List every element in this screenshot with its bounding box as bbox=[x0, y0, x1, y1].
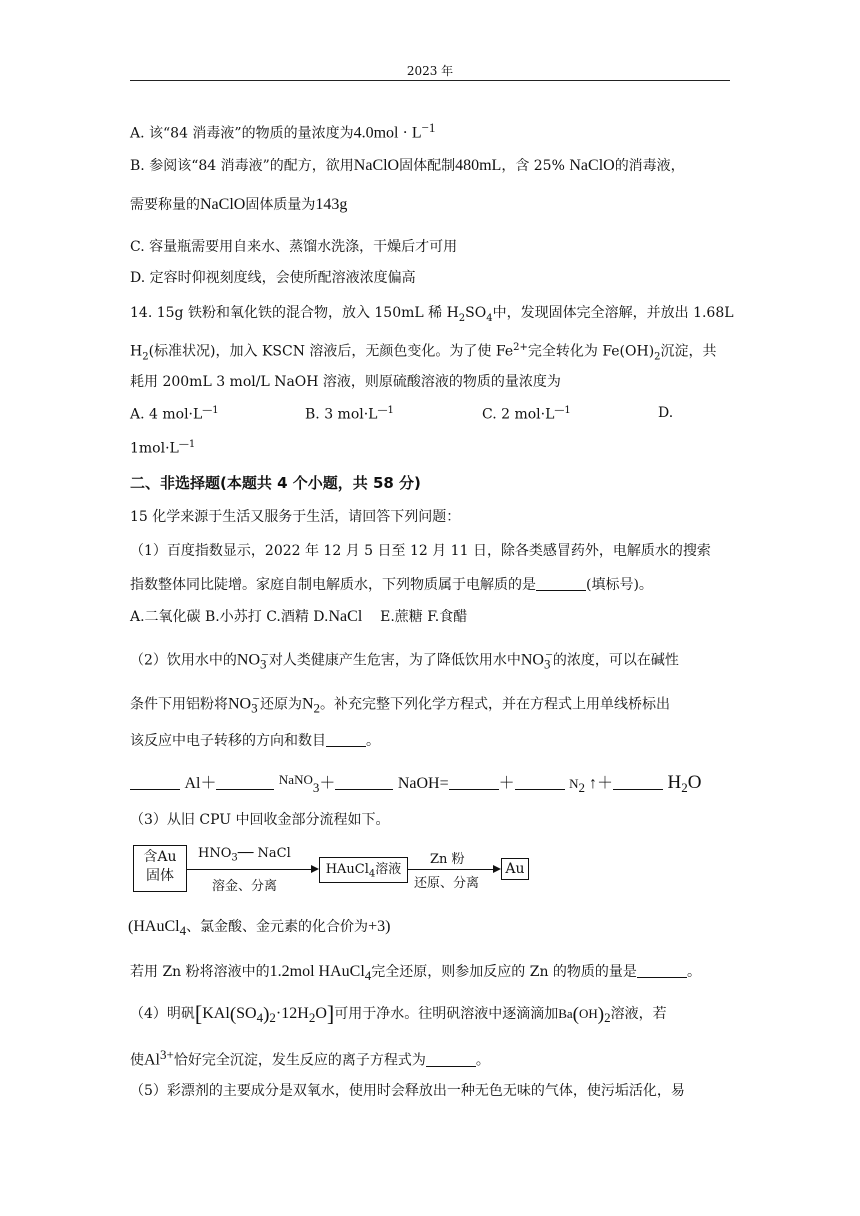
q13-option-b-text4: 的消毒液， bbox=[614, 158, 685, 174]
flow-reagent1-a: HNO bbox=[198, 846, 232, 861]
aluminium: Al bbox=[144, 1051, 160, 1069]
q14-option-a-text: A. 4 mol·L bbox=[130, 406, 203, 423]
page-header-year: 2023 年 bbox=[406, 64, 454, 78]
q15-p1-hint: (填标号)。 bbox=[586, 577, 653, 593]
q15-p5-line1: （5）彩漂剂的主要成分是双氧水，使用时会释放出一种无色无味的气体，使污垢活化，易 bbox=[130, 1083, 685, 1099]
answer-blank bbox=[326, 732, 366, 747]
q15-p2-line1 bbox=[130, 645, 679, 674]
q15-p4-text6: 。 bbox=[475, 1052, 490, 1069]
flow-reagent-1 bbox=[198, 846, 291, 864]
eq-nano3: NaNO bbox=[278, 772, 313, 787]
eq-h2o-o: O bbox=[687, 772, 702, 793]
q13-option-b-text5: 需要称量的 bbox=[130, 197, 200, 213]
q13-option-c: C. 容量瓶需要用自来水、蒸馏水洗涤，干燥后才可用 bbox=[130, 239, 458, 255]
q14-option-d-text: 1mol·L bbox=[130, 440, 179, 457]
q15-p3-question bbox=[130, 962, 701, 986]
q13-option-b-text6: 固体质量为 bbox=[245, 197, 316, 213]
note-paren-open: ( bbox=[128, 918, 134, 935]
q14-sub3: 2 bbox=[142, 351, 149, 363]
q14-option-c-sup: —1 bbox=[554, 405, 571, 416]
flow-step-1: 溶金、分离 bbox=[212, 879, 278, 894]
note-haucl4-sub: 4 bbox=[179, 922, 187, 938]
q13-naclo-3: NaClO bbox=[200, 196, 246, 213]
paren-open: ( bbox=[229, 1004, 237, 1025]
flow-reagent-2: Zn 粉 bbox=[430, 852, 465, 867]
q15-p3-intro: （3）从旧 CPU 中回收金部分流程如下。 bbox=[130, 812, 390, 828]
alum-water-o: O bbox=[315, 1005, 327, 1022]
q15-p3-amount: 1.2mol HAuCl bbox=[269, 963, 365, 980]
alum-sub2: 2 bbox=[269, 1009, 276, 1025]
coef-blank bbox=[130, 775, 180, 790]
q15-p3-note bbox=[128, 917, 390, 941]
note-haucl4: HAuCl bbox=[133, 918, 180, 935]
note-valence: +3 bbox=[368, 918, 386, 935]
flow-arrow-1 bbox=[187, 869, 311, 870]
nitrate-3: NO bbox=[228, 695, 252, 713]
q15-p2-line2 bbox=[130, 689, 670, 718]
q15-p3-text2: 完全还原，则参加反应的 Zn 的物质的量是 bbox=[371, 964, 637, 980]
q15-p2-text4: 条件下用铝粉将 bbox=[130, 696, 228, 713]
q14-option-d-value bbox=[130, 439, 195, 457]
q15-p2-text7: 该反应中电子转移的方向和数目 bbox=[130, 733, 326, 749]
q15-p4-line2 bbox=[130, 1045, 490, 1071]
q15-p3-amount-sub: 4 bbox=[364, 967, 372, 983]
q14-text6: 完全转化为 Fe(OH) bbox=[527, 343, 655, 360]
q13-option-a-text: A. 该“84 消毒液”的物质的量浓度为 bbox=[130, 125, 354, 142]
coef-blank bbox=[613, 775, 663, 790]
q13-option-b-line2 bbox=[130, 195, 347, 215]
nitrate-2-sub: 3 bbox=[543, 656, 551, 672]
eq-plus: ＋ bbox=[319, 775, 336, 792]
coef-blank bbox=[515, 775, 565, 790]
q14-option-b-text: B. 3 mol·L bbox=[305, 406, 378, 423]
nitrate: NO bbox=[236, 651, 261, 669]
flow-box-au: Au bbox=[501, 858, 529, 880]
q15-p2-line3 bbox=[130, 731, 380, 751]
q14-option-a bbox=[130, 405, 219, 423]
flow-arrowhead-1 bbox=[311, 865, 319, 873]
q15-p2-text3: 的浓度，可以在碱性 bbox=[552, 652, 679, 669]
nitrate-3-sup: − bbox=[252, 691, 260, 706]
flow-arrowhead-2 bbox=[493, 865, 501, 873]
q13-naclo: NaClO bbox=[353, 157, 400, 174]
q15-p4-text1: （4）明矾 bbox=[130, 1006, 195, 1022]
q14-option-b bbox=[305, 405, 394, 423]
q15-intro: 15 化学来源于生活又服务于生活，请回答下列问题： bbox=[130, 509, 461, 525]
q14-sub1: 2 bbox=[458, 312, 466, 324]
paren-close: ) bbox=[263, 1004, 270, 1025]
q13-option-a bbox=[130, 118, 435, 144]
hydroxide-sub: 2 bbox=[604, 1009, 611, 1025]
q14-line1 bbox=[130, 303, 734, 329]
q13-option-b-text3: ，含 25% bbox=[501, 158, 570, 174]
q13-option-a-value: 4.0mol · L bbox=[353, 124, 422, 142]
flow-step-2: 还原、分离 bbox=[414, 876, 480, 891]
eq-up-arrow: ↑＋ bbox=[588, 775, 613, 792]
coef-blank bbox=[335, 775, 393, 790]
q13-option-d: D. 定容时仰视刻度线，会使所配溶液浓度偏高 bbox=[130, 270, 416, 286]
eq-al: Al＋ bbox=[184, 775, 217, 792]
q14-option-c-text: C. 2 mol·L bbox=[482, 406, 555, 423]
nitrogen: N bbox=[301, 695, 314, 713]
q14-text3: 中，发现固体完全溶解，并放出 1.68L bbox=[492, 305, 734, 321]
nitrate-3-sub: 3 bbox=[251, 700, 258, 716]
q14-text1: 14. 15g 铁粉和氧化铁的混合物，放入 150mL 稀 H bbox=[130, 305, 459, 321]
flow-box-haucl4 bbox=[319, 857, 408, 883]
q15-p2-text8: 。 bbox=[366, 733, 380, 749]
q14-sup1: 2+ bbox=[513, 342, 528, 353]
q14-line2 bbox=[130, 338, 717, 367]
q13-option-b-text1: B. 参阅该“84 消毒液”的配方，欲用 bbox=[130, 158, 354, 174]
nitrogen-sub: 2 bbox=[313, 700, 321, 716]
eq-h2o: H bbox=[667, 772, 682, 793]
eq-n2: N bbox=[569, 776, 579, 791]
barium: Ba bbox=[558, 1006, 573, 1021]
q14-option-c bbox=[482, 405, 571, 423]
alum-water-sub: 2 bbox=[308, 1009, 316, 1025]
nitrate-sub: 3 bbox=[260, 656, 267, 672]
note-paren-close: ) bbox=[385, 918, 391, 935]
answer-blank bbox=[536, 576, 586, 591]
q13-volume: 480mL bbox=[455, 157, 502, 174]
q14-option-d: D. bbox=[658, 405, 674, 421]
flow-reagent1-b: ── NaCl bbox=[237, 846, 291, 861]
flow-reagent1-sub: 3 bbox=[231, 852, 238, 864]
bracket-close: ] bbox=[326, 1001, 335, 1026]
flow-box1-line1: 含Au bbox=[143, 849, 177, 865]
alum-water: ·12H bbox=[275, 1005, 309, 1022]
answer-blank bbox=[426, 1052, 476, 1067]
q14-sub2: 4 bbox=[486, 312, 493, 324]
q14-option-a-sup: —1 bbox=[202, 405, 219, 416]
eq-h2o-sub: 2 bbox=[681, 779, 688, 795]
q15-p1-line2 bbox=[130, 575, 653, 595]
nitrate-sup: − bbox=[261, 647, 269, 662]
eq-naoh: NaOH= bbox=[397, 775, 449, 792]
q15-p1-options bbox=[130, 607, 467, 627]
eq-n2-sub: 2 bbox=[578, 779, 585, 795]
eq-plus-2: ＋ bbox=[498, 775, 515, 792]
q14-text7: 沉淀，共 bbox=[660, 343, 717, 360]
q15-p2-text2: 对人类健康产生危害，为了降低饮用水中 bbox=[268, 652, 521, 669]
q14-option-b-sup: —1 bbox=[377, 405, 394, 416]
q15-p1-options-b: E.蔗糖 F.食醋 bbox=[380, 609, 468, 625]
paren-close-2: ) bbox=[597, 1004, 605, 1025]
nitrate-2-sup: − bbox=[545, 647, 553, 662]
eq-nano3-sub: 3 bbox=[312, 779, 320, 795]
q13-mass: 143g bbox=[315, 196, 348, 213]
flow-box-au-solid bbox=[133, 845, 187, 892]
q15-p4-text2: 可用于净水。往明矾溶液中逐滴滴加 bbox=[334, 1006, 559, 1022]
flow-box2-sub: 4 bbox=[368, 868, 376, 880]
q15-p2-text1: （2）饮用水中的 bbox=[130, 652, 237, 669]
q15-p4-text3: 溶液，若 bbox=[610, 1006, 667, 1022]
q14-text2: SO bbox=[465, 305, 487, 321]
alum-so4: SO bbox=[236, 1005, 257, 1022]
q15-p1-line1: （1）百度指数显示，2022 年 12 月 5 日至 12 月 11 日，除各类感冒药外，电解质水的搜索 bbox=[130, 543, 711, 559]
q15-p3-text3: 。 bbox=[686, 964, 701, 980]
q15-p3-text1: 若用 Zn 粉将溶液中的 bbox=[130, 964, 270, 980]
q15-p1-options-a: A.二氧化碳 B.小苏打 C.酒精 D. bbox=[130, 609, 329, 625]
q13-option-a-sup: −1 bbox=[421, 120, 436, 135]
answer-blank bbox=[637, 963, 687, 978]
note-text: 、氯金酸、金元素的化合价为 bbox=[186, 919, 369, 935]
flow-box2-a: HAuCl bbox=[325, 862, 369, 877]
alum-kal: KAl bbox=[202, 1005, 230, 1022]
q15-equation bbox=[130, 770, 701, 798]
flow-box2-b: 溶液 bbox=[375, 862, 402, 877]
q13-naclo-2: NaClO bbox=[569, 157, 615, 174]
header-rule bbox=[130, 80, 730, 81]
paren-open-2: ( bbox=[572, 1004, 579, 1025]
nitrate-2: NO bbox=[520, 651, 544, 669]
q15-p2-text6: 。补充完整下列化学方程式，并在方程式上用单线桥标出 bbox=[320, 696, 671, 713]
q15-p4-text5: 恰好完全沉淀，发生反应的离子方程式为 bbox=[173, 1052, 426, 1069]
q14-text4: H bbox=[130, 343, 143, 360]
q15-p1-text: 指数整体同比陡增。家庭自制电解质水，下列物质属于电解质的是 bbox=[130, 577, 536, 593]
q15-p4-text4: 使 bbox=[130, 1052, 144, 1069]
coef-blank bbox=[216, 775, 274, 790]
q15-p4-line1 bbox=[130, 1001, 667, 1028]
section2-title: 二、非选择题(本题共 4 个小题，共 58 分) bbox=[130, 474, 421, 492]
q15-nacl: NaCl bbox=[328, 608, 363, 625]
q14-sub4: 2 bbox=[654, 351, 661, 363]
alum-so4-sub: 4 bbox=[256, 1009, 264, 1025]
flow-arrow-2 bbox=[407, 869, 493, 870]
q13-option-b-text2: 固体配制 bbox=[399, 158, 456, 174]
hydroxide: OH bbox=[578, 1006, 598, 1021]
q14-option-d-sup: —1 bbox=[178, 439, 196, 450]
flow-box1-line2: 固体 bbox=[146, 868, 174, 884]
coef-blank bbox=[449, 775, 499, 790]
bracket-open: [ bbox=[194, 1001, 203, 1026]
q14-line3: 耗用 200mL 3 mol/L NaOH 溶液，则原硫酸溶液的物质的量浓度为 bbox=[130, 374, 561, 390]
q15-p2-text5: 还原为 bbox=[259, 696, 302, 713]
aluminium-sup: 3+ bbox=[160, 1047, 174, 1062]
q14-text5: (标准状况)，加入 KSCN 溶液后，无颜色变化。为了使 Fe bbox=[148, 343, 514, 360]
q13-option-b-line1 bbox=[130, 156, 685, 176]
